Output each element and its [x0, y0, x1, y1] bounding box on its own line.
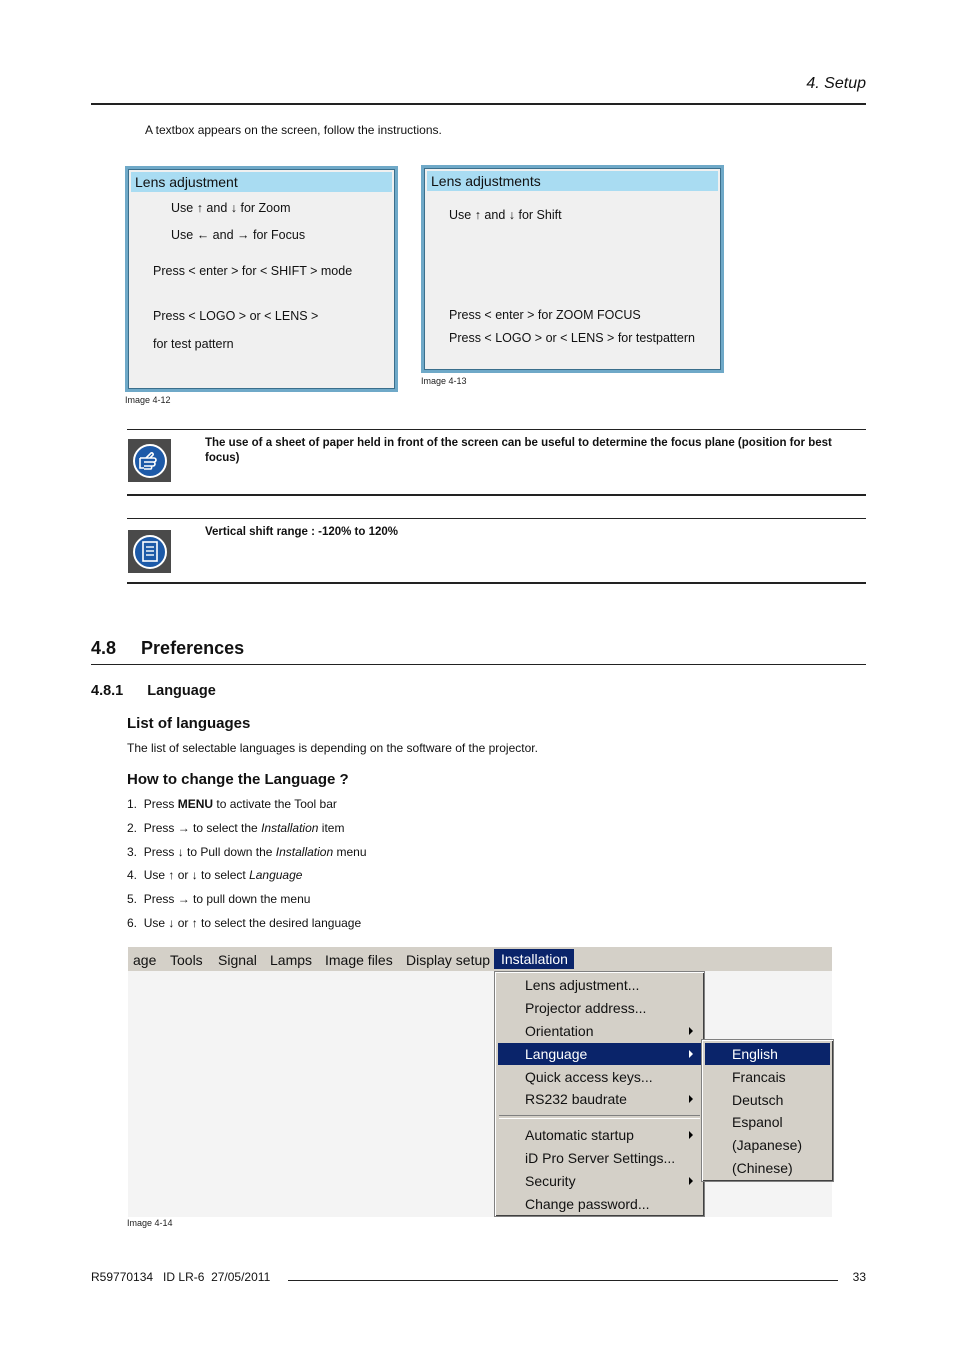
- image-caption: Image 4-14: [127, 1218, 173, 1228]
- submenu-arrow-icon: [689, 1027, 693, 1035]
- document-icon: [128, 530, 171, 573]
- menu-label: Language: [525, 1046, 588, 1062]
- step-bold: MENU: [177, 797, 214, 811]
- osd-title: Lens adjustments: [427, 171, 718, 191]
- osd-line: Use ↑ and ↓ for Zoom: [171, 201, 291, 215]
- step-text: item: [318, 821, 345, 835]
- osd-line: Press < enter > for < SHIFT > mode: [153, 264, 353, 278]
- step-item: [127, 821, 344, 835]
- step-italic: Language: [249, 868, 303, 882]
- menu-label: Orientation: [525, 1023, 594, 1039]
- menu-quick-access-keys[interactable]: Quick access keys...: [525, 1069, 653, 1085]
- page-number: 33: [852, 1270, 866, 1284]
- osd-line: for test pattern: [153, 337, 234, 351]
- osd-line: Press < LOGO > or < LENS >: [153, 309, 319, 323]
- submenu-arrow-icon: [689, 1050, 693, 1058]
- menu-separator: [499, 1115, 700, 1119]
- subsection-title: Language: [147, 683, 216, 699]
- submenu-arrow-icon: [689, 1177, 693, 1185]
- note-text: The use of a sheet of paper held in front of the screen can be useful to determine the focus plane (position for best focus): [205, 437, 832, 464]
- menu-item-tools[interactable]: Tools: [170, 952, 203, 968]
- how-heading: How to change the Language ?: [127, 771, 349, 788]
- menu-label: Security: [525, 1173, 576, 1189]
- step-text: Press → to pull down the menu: [143, 892, 311, 906]
- section-rule: [91, 664, 866, 665]
- menu-projector-address[interactable]: Projector address...: [525, 1000, 647, 1016]
- footer-rule: [288, 1280, 838, 1281]
- list-heading: List of languages: [127, 715, 251, 732]
- step-item: [127, 916, 361, 930]
- step-italic: Installation: [275, 845, 334, 859]
- note-top-rule: [127, 518, 866, 519]
- step-number: 6.: [127, 916, 138, 930]
- menu-automatic-startup[interactable]: [498, 1124, 701, 1146]
- step-item: [127, 797, 337, 811]
- step-number: 3.: [127, 845, 138, 859]
- language-chinese[interactable]: (Chinese): [732, 1160, 793, 1176]
- note-bottom-rule: [127, 582, 866, 584]
- osd-line: Use ← and → for Focus: [171, 228, 306, 242]
- step-text: Press → to select the: [143, 821, 262, 835]
- note-bottom-rule: [127, 494, 866, 496]
- menu-item-lamps[interactable]: Lamps: [270, 952, 313, 968]
- step-text: Use ↑ or ↓ to select: [143, 868, 250, 882]
- subsection-number: 4.8.1: [91, 683, 124, 699]
- step-text: Press ↓ to Pull down the: [143, 845, 276, 859]
- step-number: 1.: [127, 797, 138, 811]
- language-francais[interactable]: Francais: [732, 1069, 786, 1085]
- step-text: Press: [143, 797, 178, 811]
- note-top-rule: [127, 429, 866, 430]
- step-item: [127, 845, 367, 859]
- header-rule: [91, 103, 866, 105]
- running-header: 4. Setup: [806, 75, 866, 92]
- list-text: The list of selectable languages is depending on the software of the projector.: [127, 741, 538, 755]
- section-title: Preferences: [141, 638, 245, 658]
- osd-line: Press < enter > for ZOOM FOCUS: [449, 308, 641, 322]
- step-number: 2.: [127, 821, 138, 835]
- language-japanese[interactable]: (Japanese): [732, 1137, 803, 1153]
- step-text: Use ↓ or ↑ to select the desired language: [143, 916, 362, 930]
- menu-item-image[interactable]: age: [133, 952, 157, 968]
- menu-bar: [128, 947, 832, 971]
- step-item: [127, 868, 302, 882]
- osd-line: Press < LOGO > or < LENS > for testpattern: [449, 331, 695, 345]
- image-caption: Image 4-12: [125, 395, 171, 405]
- menu-lens-adjustment[interactable]: Lens adjustment...: [525, 977, 640, 993]
- menu-rs232-baudrate[interactable]: [498, 1088, 701, 1110]
- footer-doc-id: R59770134 ID LR-6 27/05/2011: [91, 1270, 271, 1284]
- step-item: [127, 892, 310, 906]
- submenu-arrow-icon: [689, 1095, 693, 1103]
- note-text: Vertical shift range : -120% to 120%: [205, 526, 399, 538]
- step-text: to activate the Tool bar: [213, 797, 337, 811]
- step-italic: Installation: [261, 821, 319, 835]
- menu-item-signal[interactable]: Signal: [218, 952, 257, 968]
- section-number: 4.8: [91, 638, 117, 658]
- language-english[interactable]: English: [705, 1043, 830, 1065]
- menu-security[interactable]: [498, 1170, 701, 1192]
- osd-title: Lens adjustment: [131, 172, 392, 192]
- menu-item-display-setup[interactable]: Display setup: [406, 952, 491, 968]
- menu-item-installation[interactable]: Installation: [494, 949, 574, 969]
- language-espanol[interactable]: Espanol: [732, 1114, 783, 1130]
- image-caption: Image 4-13: [421, 376, 467, 386]
- submenu-arrow-icon: [689, 1131, 693, 1139]
- step-number: 5.: [127, 892, 138, 906]
- menu-language[interactable]: [498, 1043, 701, 1065]
- installation-dropdown: [494, 971, 705, 1217]
- menu-orientation[interactable]: [498, 1020, 701, 1042]
- step-text: menu: [333, 845, 367, 859]
- lens-adjustments-osd: [421, 165, 724, 373]
- lens-adjustment-osd: [125, 166, 398, 392]
- menu-label: RS232 baudrate: [525, 1091, 627, 1107]
- language-deutsch[interactable]: Deutsch: [732, 1092, 784, 1108]
- menu-item-image-files[interactable]: Image files: [325, 952, 393, 968]
- menu-label: Automatic startup: [525, 1127, 634, 1143]
- menu-change-password[interactable]: Change password...: [525, 1196, 650, 1212]
- pointing-hand-icon: [128, 439, 171, 482]
- language-submenu: [701, 1039, 834, 1182]
- intro-text: A textbox appears on the screen, follow the instructions.: [145, 123, 442, 137]
- osd-line: Use ↑ and ↓ for Shift: [449, 208, 562, 222]
- menu-id-pro-server-settings[interactable]: iD Pro Server Settings...: [525, 1150, 676, 1166]
- subsection-heading: [91, 683, 216, 699]
- step-number: 4.: [127, 868, 138, 882]
- section-heading: [91, 638, 244, 659]
